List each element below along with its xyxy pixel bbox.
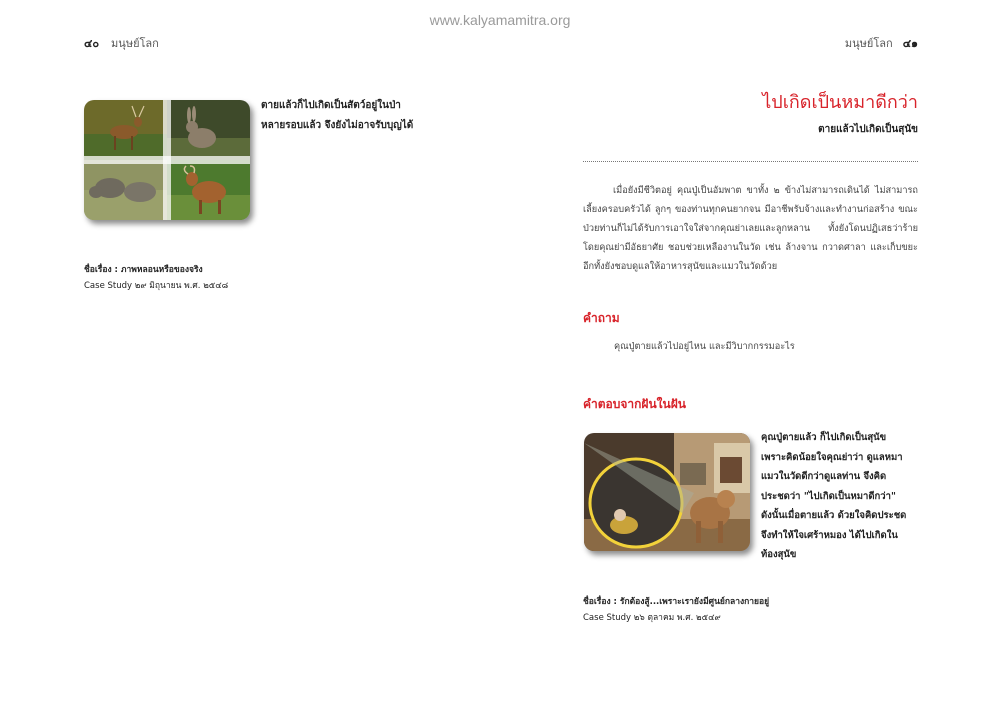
right-running-head-title: มนุษย์โลก bbox=[844, 37, 893, 50]
left-running-head bbox=[84, 34, 159, 52]
left-citation bbox=[84, 262, 228, 294]
answer-line: คุณปู่ตายแล้ว ก็ไปเกิดเป็นสุนัข bbox=[761, 432, 887, 443]
right-running-head bbox=[845, 34, 918, 52]
question-heading: คำถาม bbox=[583, 311, 620, 325]
answer-text bbox=[761, 428, 918, 565]
left-page-number: ๔๐ bbox=[84, 37, 100, 50]
answer-line: ประชดว่า "ไปเกิดเป็นหมาดีกว่า" bbox=[761, 490, 896, 502]
watermark: www.kalyamamitra.org bbox=[429, 12, 571, 28]
answer-line: ดังนั้นเมื่อตายแล้ว ด้วยใจคิดประชด bbox=[761, 510, 907, 521]
dotted-divider bbox=[583, 161, 918, 162]
animals-collage-image bbox=[84, 100, 250, 220]
old-man-dog-photo bbox=[584, 433, 750, 551]
answer-line: เพราะคิดน้อยใจคุณย่าว่า ดูแลหมา bbox=[761, 451, 903, 463]
question-text: คุณปู่ตายแล้วไปอยู่ไหน และมีวิบากกรรมอะไร bbox=[614, 341, 795, 352]
page-title: ไปเกิดเป็นหมาดีกว่า bbox=[762, 92, 918, 113]
left-caption-line: ตายแล้วก็ไปเกิดเป็นสัตว์อยู่ในป่า bbox=[261, 100, 401, 111]
right-citation-case: Case Study ๒๖ ตุลาคม พ.ศ. ๒๕๔๙ bbox=[583, 613, 721, 623]
story-paragraph: เมื่อยังมีชีวิตอยู่ คุณปู่เป็นอัมพาต ขาทั้ง ๒ ข้างไม่สามารถเดินได้ ไม่สามารถเลี้ยงครอบครัวได้ ลูกๆ ของท่านทุกคนยากจน มีอาชีพรับจ้างและทำงานก่อสร้าง ขณะป่วยท่านก็ไม่ได้รับการเอาใจใส่จากคุณย่าเลยและลูกหลาน ทั้งยังโดนปฏิเสธว่าร้าย โดยคุณย่ามีอัธยาศัย ชอบช่วยเหลืองานในวัด เช่น ล้างจาน กวาดศาลา และเก็บขยะ อีกทั้งยังชอบดูแลให้อาหารสุนัขและแมวในวัดด้วย bbox=[583, 185, 918, 272]
old-man-and-dog-image bbox=[584, 433, 750, 551]
answer-heading: คำตอบจากฝันในฝัน bbox=[583, 397, 686, 411]
answer-line: จึงทำให้ใจเศร้าหมอง ได้ไปเกิดใน bbox=[761, 529, 898, 541]
left-citation-case: Case Study ๒๙ มิถุนายน พ.ศ. ๒๕๔๘ bbox=[84, 281, 229, 291]
left-citation-title: ชื่อเรื่อง : ภาพหลอนหรือของจริง bbox=[84, 265, 203, 275]
left-caption-line: หลายรอบแล้ว จึงยังไม่อาจรับบุญได้ bbox=[261, 120, 414, 131]
right-citation-title: ชื่อเรื่อง : รักต้องสู้...เพราะเรายังมีศูนย์กลางกายอยู่ bbox=[583, 597, 770, 607]
right-page-number: ๔๑ bbox=[902, 37, 918, 50]
answer-line: แมวในวัดดีกว่าดูแลท่าน จึงคิด bbox=[761, 471, 887, 482]
animals-collage-photo bbox=[84, 100, 250, 220]
answer-line: ท้องสุนัข bbox=[761, 549, 797, 560]
left-running-head-title: มนุษย์โลก bbox=[111, 37, 159, 50]
left-caption bbox=[261, 96, 431, 136]
right-citation bbox=[583, 594, 769, 626]
page-subtitle: ตายแล้วไปเกิดเป็นสุนัข bbox=[818, 124, 918, 135]
